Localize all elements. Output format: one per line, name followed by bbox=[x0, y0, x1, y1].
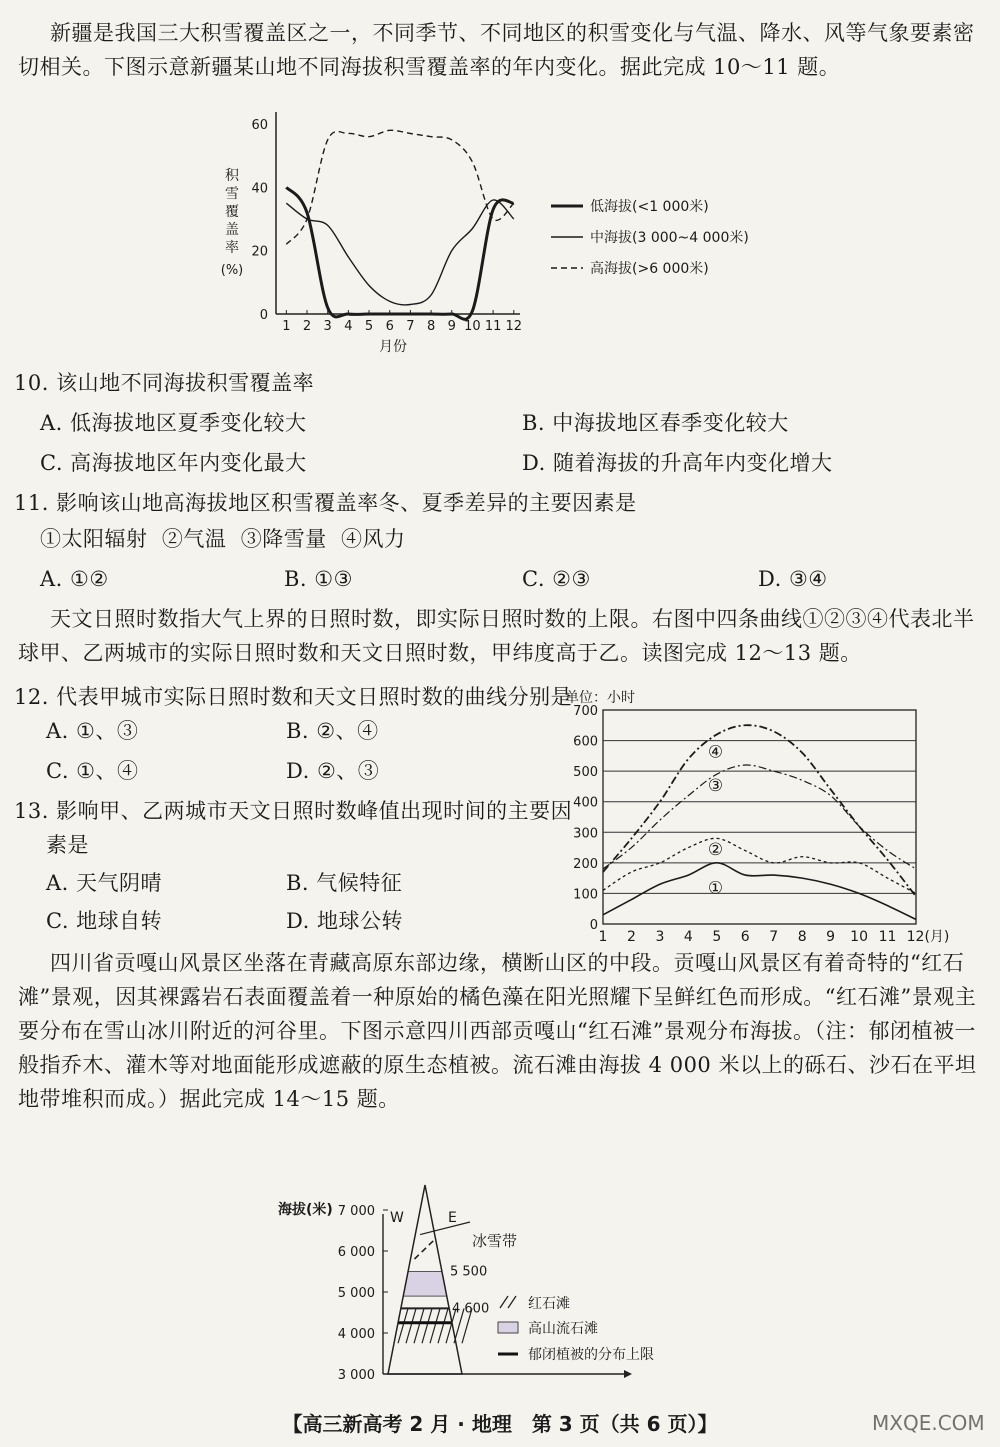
snow-line bbox=[414, 1239, 435, 1259]
q13-option-c: C. 地球自转 bbox=[46, 909, 163, 933]
plot-frame bbox=[603, 710, 916, 924]
y-tick-label: 7 000 bbox=[337, 1204, 375, 1219]
q12-option-d: D. ②、③ bbox=[286, 759, 380, 783]
q10-option-a: A. 低海拔地区夏季变化较大 bbox=[40, 411, 307, 435]
q10-option-b: B. 中海拔地区春季变化较大 bbox=[522, 411, 789, 435]
x-tick-label: 3 bbox=[323, 319, 332, 334]
x-tick-label: 3 bbox=[655, 929, 665, 945]
y-tick-label: 500 bbox=[573, 765, 598, 781]
series-label-4: ④ bbox=[707, 742, 724, 763]
x-tick-label: 11 bbox=[484, 319, 502, 334]
y-tick-label: 600 bbox=[573, 734, 598, 750]
chart-sunshine-hours bbox=[565, 690, 949, 945]
series-line-2 bbox=[286, 200, 513, 305]
q12-stem: 12. 代表甲城市实际日照时数和天文日照时数的曲线分别是 bbox=[14, 685, 573, 709]
intro-paragraph-3: 四川省贡嘎山风景区坐落在青藏高原东部边缘，横断山区的中段。贡嘎山风景区有着奇特的“红石滩”景观，因其裸露岩石表面覆盖着一种原始的橘色藻在阳光照耀下呈鲜红色而形成。“红石滩”景观主要分布在雪山冰川附近的河谷里。下图示意四川西部贡嘎山“红石滩”景观分布海拔。（注：郁闭植被一般指乔木、灌木等对地面能形成遮蔽的原生态植被。流石滩由海拔 4 000 米以上的砾石、沙石在平坦地带堆积而成。）据此完成 14～15 题。 bbox=[18, 951, 977, 1111]
diagram-gongga-mountain bbox=[278, 1185, 654, 1383]
x-tick-label: 8 bbox=[426, 319, 436, 334]
mark-4600: 4 600 bbox=[452, 1301, 490, 1317]
series-line-3 bbox=[286, 130, 513, 244]
hatch-stroke bbox=[406, 1308, 416, 1343]
series-line-3 bbox=[603, 765, 916, 869]
chart-snow-cover bbox=[221, 112, 749, 355]
y-tick-label: 0 bbox=[259, 308, 268, 323]
x-tick-label: 5 bbox=[364, 319, 374, 334]
series-label-2: ② bbox=[707, 840, 724, 861]
x-tick-label: 12(月) bbox=[906, 929, 950, 945]
series-label-3: ③ bbox=[707, 775, 724, 796]
legend-label-4: 郁闭植被的分布上限 bbox=[528, 1347, 654, 1363]
y-tick-label: 3 000 bbox=[337, 1368, 375, 1383]
series-line-2 bbox=[603, 838, 916, 893]
y-tick-label: 200 bbox=[573, 856, 598, 872]
hatch-stroke bbox=[438, 1308, 448, 1343]
q10-option-d: D. 随着海拔的升高年内变化增大 bbox=[522, 451, 833, 475]
x-tick-label: 7 bbox=[406, 319, 415, 334]
watermark: MXQE.COM bbox=[872, 1411, 985, 1435]
x-tick-label: 12 bbox=[505, 319, 523, 334]
side-label-w: W bbox=[390, 1210, 404, 1226]
q13-stem: 13. 影响甲、乙两城市天文日照时数峰值出现时间的主要因 bbox=[14, 799, 573, 823]
legend-label-1: 低海拔(<1 000米) bbox=[590, 199, 709, 215]
x-tick-label: 10 bbox=[850, 929, 869, 945]
x-tick-label: 5 bbox=[712, 929, 722, 945]
y-tick-label: 5 000 bbox=[337, 1286, 375, 1301]
x-tick-label: 6 bbox=[740, 929, 750, 945]
x-tick-label: 9 bbox=[826, 929, 836, 945]
snow-pointer bbox=[420, 1222, 470, 1235]
y-axis-label-unit: (%) bbox=[220, 263, 244, 278]
page-footer: 【高三新高考 2 月 · 地理 第 3 页（共 6 页）】 bbox=[282, 1412, 718, 1436]
x-tick-label: 9 bbox=[447, 319, 456, 334]
q13-option-b: B. 气候特征 bbox=[286, 871, 403, 895]
x-tick-label: 2 bbox=[626, 929, 636, 945]
q11-option-b: B. ①③ bbox=[284, 567, 353, 591]
q13-stem-cont: 素是 bbox=[46, 833, 89, 857]
legend-label-2: 红石滩 bbox=[528, 1296, 570, 1312]
y-tick-label: 0 bbox=[589, 918, 598, 933]
q13-option-a: A. 天气阴晴 bbox=[46, 871, 163, 895]
x-tick-label: 4 bbox=[683, 929, 693, 945]
y-tick-label: 40 bbox=[251, 181, 268, 197]
y-axis-label: 海拔(米) bbox=[278, 1202, 333, 1218]
mark-5500: 5 500 bbox=[450, 1264, 488, 1280]
q12-option-b: B. ②、④ bbox=[286, 719, 379, 743]
y-axis-label-char: 积 bbox=[225, 168, 239, 184]
y-tick-label: 300 bbox=[573, 826, 598, 842]
q11-option-d: D. ③④ bbox=[758, 567, 828, 591]
x-tick-label: 1 bbox=[598, 929, 608, 945]
legend-label-3: 高山流石滩 bbox=[528, 1321, 598, 1337]
intro-paragraph-1: 新疆是我国三大积雪覆盖区之一，不同季节、不同地区的积雪变化与气温、降水、风等气象要素密切相关。下图示意新疆某山地不同海拔积雪覆盖率的年内变化。据此完成 10～11 题。 bbox=[18, 21, 975, 79]
q12-option-c: C. ①、④ bbox=[46, 759, 139, 783]
legend-swatch-2a bbox=[500, 1296, 508, 1308]
series-line-1 bbox=[286, 187, 513, 319]
legend-swatch-2b bbox=[508, 1296, 516, 1308]
q10-option-c: C. 高海拔地区年内变化最大 bbox=[40, 451, 307, 475]
x-axis-arrow bbox=[624, 1370, 632, 1378]
series-line-1 bbox=[603, 863, 916, 920]
y-tick-label: 6 000 bbox=[337, 1245, 375, 1260]
legend-label-1: 冰雪带 bbox=[472, 1232, 518, 1250]
x-tick-label: 2 bbox=[302, 319, 312, 334]
q13-option-d: D. 地球公转 bbox=[286, 909, 403, 933]
x-tick-label: 11 bbox=[878, 929, 897, 945]
y-tick-label: 100 bbox=[573, 887, 598, 903]
y-axis-label-char: 覆 bbox=[225, 204, 239, 220]
y-tick-label: 400 bbox=[573, 795, 598, 811]
y-tick-label: 60 bbox=[251, 118, 268, 133]
hatch-stroke bbox=[414, 1308, 424, 1343]
x-tick-label: 4 bbox=[344, 319, 353, 334]
y-axis-label: 单位：小时 bbox=[565, 690, 635, 706]
q10-stem: 10. 该山地不同海拔积雪覆盖率 bbox=[14, 371, 315, 395]
y-tick-label: 700 bbox=[573, 704, 598, 719]
flowstone-band bbox=[403, 1272, 446, 1297]
legend-label-2: 中海拔(3 000~4 000米) bbox=[590, 230, 749, 246]
intro-paragraph-2: 天文日照时数指大气上界的日照时数，即实际日照时数的上限。右图中四条曲线①②③④代表北半球甲、乙两城市的实际日照时数和天文日照时数，甲纬度高于乙。读图完成 12～13 题。 bbox=[18, 607, 975, 665]
y-tick-label: 4 000 bbox=[337, 1327, 375, 1342]
y-tick-label: 20 bbox=[251, 244, 268, 260]
q12-option-a: A. ①、③ bbox=[46, 719, 139, 743]
x-tick-label: 8 bbox=[797, 929, 807, 945]
y-axis-label-char: 盖 bbox=[225, 222, 239, 238]
q11-option-c: C. ②③ bbox=[522, 567, 591, 591]
q11-items: ①太阳辐射 ②气温 ③降雪量 ④风力 bbox=[40, 527, 406, 551]
y-axis-label-char: 率 bbox=[225, 240, 239, 256]
side-label-e: E bbox=[448, 1210, 457, 1226]
series-label-1: ① bbox=[707, 878, 724, 899]
y-axis-label-char: 雪 bbox=[225, 186, 239, 202]
series-line-4 bbox=[603, 725, 916, 899]
x-tick-label: 7 bbox=[769, 929, 779, 945]
legend-label-3: 高海拔(>6 000米) bbox=[590, 261, 709, 277]
x-tick-label: 1 bbox=[282, 319, 291, 334]
x-tick-label: 6 bbox=[385, 319, 394, 334]
hatch-stroke bbox=[430, 1308, 440, 1343]
x-tick-label: 10 bbox=[464, 319, 481, 334]
q11-stem: 11. 影响该山地高海拔地区积雪覆盖率冬、夏季差异的主要因素是 bbox=[14, 491, 637, 515]
hatch-stroke bbox=[422, 1308, 432, 1343]
q11-option-a: A. ①② bbox=[40, 567, 109, 591]
legend-swatch-3 bbox=[498, 1322, 518, 1333]
x-axis-label: 月份 bbox=[379, 339, 407, 355]
